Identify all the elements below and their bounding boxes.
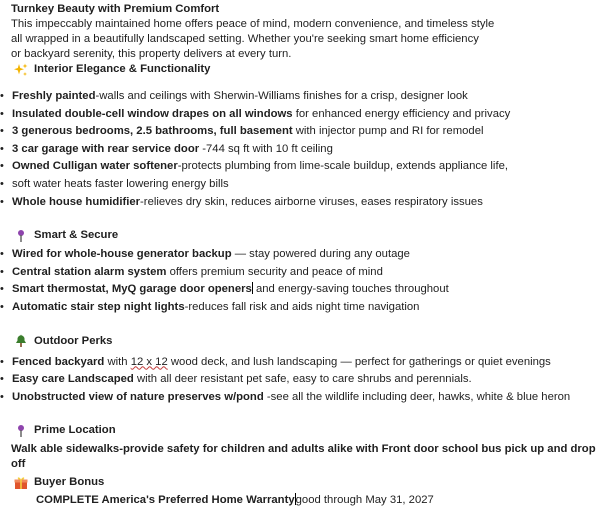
list-item: • Owned Culligan water softener-protects plumbing from lime-scale buildup, extends appliance life, xyxy=(4,159,524,177)
list-item: • Automatic stair step night lights-reduces fall risk and aids night time navigation xyxy=(4,300,524,318)
section-heading-location xyxy=(14,423,524,438)
sparkles-icon xyxy=(14,63,28,77)
list-item: • soft water heats faster lowering energy bills xyxy=(4,177,524,195)
list-item: • 3 generous bedrooms, 2.5 bathrooms, full basement with injector pump and RI for remodel xyxy=(4,124,524,142)
list-item: • Central station alarm system offers premium security and peace of mind xyxy=(4,265,524,283)
tree-icon xyxy=(14,334,28,348)
section-title: Buyer Bonus xyxy=(34,476,105,489)
location-text-line-2: off xyxy=(11,458,26,471)
intro-line-3: or backyard serenity, this property delivers at every turn. xyxy=(11,48,292,60)
intro-line-2: all wrapped in a beautifully landscaped setting. Whether you're seeking smart home efficiency xyxy=(11,33,479,45)
bonus-line xyxy=(36,493,524,508)
section-heading-outdoor xyxy=(14,334,524,349)
section-title: Interior Elegance & Functionality xyxy=(34,63,211,75)
smart-list xyxy=(4,247,524,317)
warranty-term: good through May 31, 2027 xyxy=(295,494,434,507)
section-heading-bonus xyxy=(14,475,524,490)
list-item: • Unobstructed view of nature preserves w/pond -see all the wildlife including deer, hawks, white & blue heron xyxy=(4,390,524,408)
list-item: • Insulated double-cell window drapes on all windows for enhanced energy efficiency and privacy xyxy=(4,107,524,125)
document-body xyxy=(4,2,596,508)
section-title: Outdoor Perks xyxy=(34,334,113,347)
section-title: Smart & Secure xyxy=(34,229,119,242)
intro-line-1: This impeccably maintained home offers peace of mind, modern convenience, and timeless style xyxy=(11,18,495,30)
list-item: • Smart thermostat, MyQ garage door openers and energy-saving touches throughout xyxy=(4,282,524,300)
location-text-line-1: Walk able sidewalks-provide safety for children and adults alike with Front door school bus pick up and drop xyxy=(11,443,596,456)
spellcheck-underline: 12 x 12 xyxy=(130,355,168,368)
list-item: • 3 car garage with rear service door -744 sq ft with 10 ft ceiling xyxy=(4,142,524,160)
interior-list xyxy=(4,89,524,212)
section-heading-smart xyxy=(14,228,524,243)
list-item: • Easy care Landscaped with all deer resistant pet safe, easy to care shrubs and perennials. xyxy=(4,372,524,390)
pin-icon xyxy=(14,424,28,438)
list-item: • Whole house humidifier-relieves dry skin, reduces airborne viruses, eases respiratory issues xyxy=(4,195,524,213)
list-item: • Fenced backyard with 12 x 12 wood deck, and lush landscaping — perfect for gatherings or quiet evenings xyxy=(4,355,524,373)
listing-title: Turnkey Beauty with Premium Comfort xyxy=(11,3,220,15)
section-title: Prime Location xyxy=(34,424,116,437)
pin-icon xyxy=(14,229,28,243)
warranty-name: COMPLETE America's Preferred Home Warranty xyxy=(36,494,295,507)
list-item: • Freshly painted-walls and ceilings with Sherwin-Williams finishes for a crisp, designer look xyxy=(4,89,524,107)
gift-icon xyxy=(14,476,28,490)
list-item: • Wired for whole-house generator backup — stay powered during any outage xyxy=(4,247,524,265)
section-heading-interior xyxy=(14,62,524,77)
outdoor-list xyxy=(4,355,571,408)
